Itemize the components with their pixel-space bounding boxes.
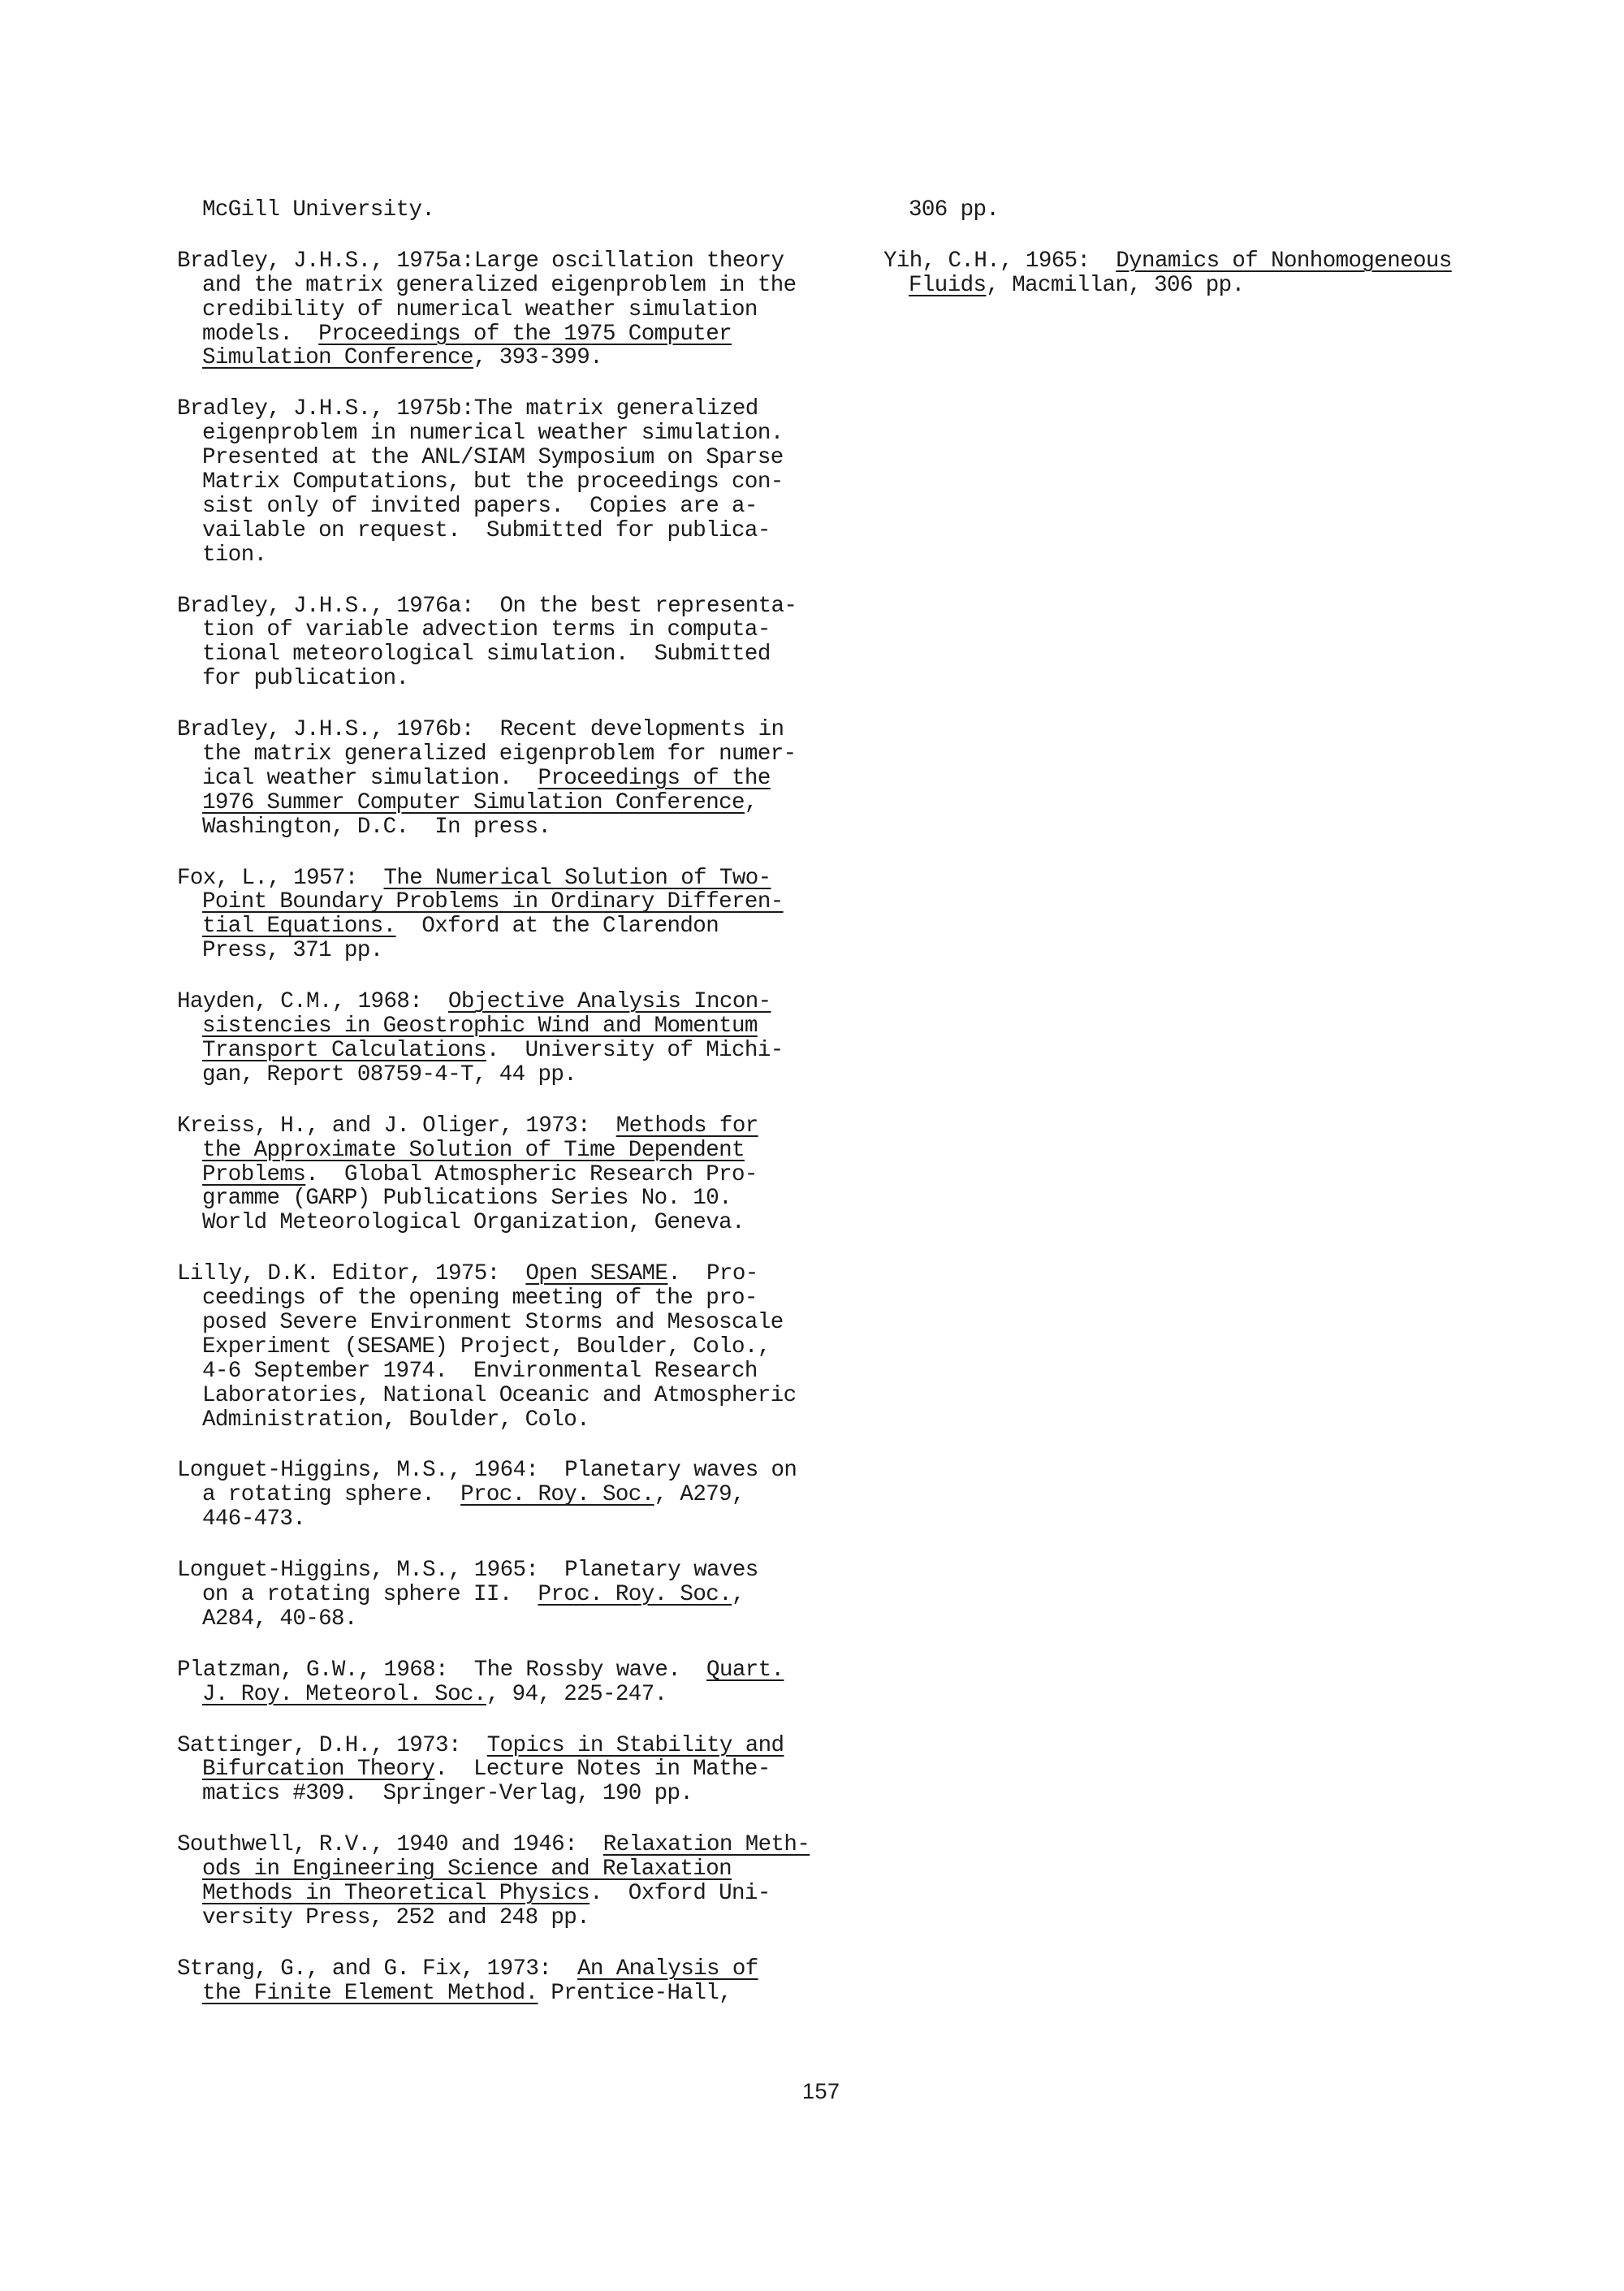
reference-line [177, 815, 818, 840]
reference-line [883, 198, 1549, 223]
reference-line [177, 421, 818, 446]
reference-text: 4-6 September 1974. Environmental Research [202, 1358, 758, 1384]
reference-line [177, 1163, 818, 1187]
reference-text: Washington, D.C. In press. [202, 814, 551, 840]
reference-entry [883, 249, 1549, 298]
reference-line [177, 1857, 818, 1882]
reference-line [177, 1014, 818, 1039]
reference-text: Bradley, J.H.S., 1975b:The matrix generalized [177, 396, 758, 422]
reference-text: 306 pp. [909, 197, 1000, 223]
underlined-title: Open SESAME [525, 1261, 668, 1287]
reference-line [177, 1882, 818, 1906]
reference-text: Hayden, C.M., 1968: [177, 989, 448, 1015]
reference-text: and the matrix generalized eigenproblem in the [202, 272, 797, 298]
underlined-title: An Analysis of [577, 1956, 758, 1982]
reference-text: vailable on request. Submitted for publica- [202, 517, 771, 543]
reference-line [177, 867, 818, 891]
reference-line [177, 1683, 818, 1707]
reference-entry [177, 1833, 818, 1930]
reference-entry [883, 198, 1549, 223]
reference-text: matics #309. Springer-Verlag, 190 pp. [202, 1781, 693, 1807]
reference-entry [177, 594, 818, 692]
reference-text: eigenproblem in numerical weather simulation. [202, 421, 784, 447]
reference-line [177, 1483, 818, 1507]
underlined-title: Simulation Conference [202, 345, 473, 371]
reference-text: gan, Report 08759-4-T, 44 pp. [202, 1061, 577, 1087]
reference-text: Prentice-Hall, [538, 1980, 732, 2006]
reference-line [177, 718, 818, 742]
reference-text: Southwell, R.V., 1940 and 1946: [177, 1832, 603, 1858]
reference-entry [177, 1114, 818, 1235]
reference-entry [177, 1734, 818, 1807]
reference-line [177, 1384, 818, 1408]
reference-line [177, 1982, 818, 2006]
reference-line [177, 594, 818, 619]
reference-line [177, 1658, 818, 1683]
underlined-title: The Numerical Solution of Two- [383, 865, 771, 891]
reference-line [177, 939, 818, 963]
reference-entry [177, 249, 818, 370]
reference-text: Strang, G., and G. Fix, 1973: [177, 1956, 577, 1982]
reference-line [177, 1311, 818, 1335]
reference-line [177, 1757, 818, 1782]
reference-entry [177, 1459, 818, 1532]
underlined-title: J. Roy. Meteorol. Soc. [202, 1681, 486, 1707]
reference-text: Bradley, J.H.S., 1976a: On the best representa- [177, 593, 797, 619]
reference-line [177, 446, 818, 470]
reference-line [177, 274, 818, 298]
reference-line [177, 890, 818, 914]
reference-text: Presented at the ANL/SIAM Symposium on Sparse [202, 445, 784, 471]
reference-line [883, 274, 1549, 298]
reference-text: tional meteorological simulation. Submitted [202, 642, 771, 668]
reference-line [177, 618, 818, 642]
reference-entry [177, 1957, 818, 2006]
reference-text: Kreiss, H., and J. Oliger, 1973: [177, 1113, 616, 1139]
reference-entry [177, 1262, 818, 1432]
reference-line [177, 1782, 818, 1806]
reference-text: Laboratories, National Oceanic and Atmospheric [202, 1382, 797, 1408]
reference-text: . Pro- [667, 1261, 758, 1287]
underlined-title: Proc. Roy. Soc. [460, 1482, 654, 1508]
reference-text: , [744, 789, 758, 815]
reference-line [177, 1906, 818, 1930]
underlined-title: Proceedings of the 1975 Computer [318, 321, 732, 347]
reference-text: Experiment (SESAME) Project, Boulder, Colo., [202, 1334, 771, 1359]
underlined-title: Dynamics of Nonhomogeneous [1116, 248, 1452, 274]
reference-text: 446-473. [202, 1506, 306, 1532]
reference-text: Bradley, J.H.S., 1975a:Large oscillation theory [177, 248, 784, 274]
reference-text: gramme (GARP) Publications Series No. 10. [202, 1186, 732, 1212]
reference-text: for publication. [202, 666, 409, 692]
reference-line [177, 1039, 818, 1063]
reference-text: Fox, L., 1957: [177, 865, 384, 891]
reference-line [177, 298, 818, 322]
reference-text: Matrix Computations, but the proceedings con- [202, 469, 784, 495]
reference-text: sist only of invited papers. Copies are a- [202, 493, 758, 519]
reference-entry [177, 1558, 818, 1632]
underlined-title: Bifurcation Theory [202, 1757, 435, 1783]
reference-entry [177, 718, 818, 839]
reference-text: credibility of numerical weather simulation [202, 296, 758, 322]
reference-text: . Lecture Notes in Mathe- [434, 1757, 771, 1783]
reference-line [177, 791, 818, 815]
reference-line [177, 1335, 818, 1359]
reference-text: Press, 371 pp. [202, 938, 383, 964]
reference-line [177, 990, 818, 1014]
underlined-title: Fluids [909, 272, 987, 298]
reference-text: Longuet-Higgins, M.S., 1965: Planetary waves [177, 1558, 758, 1584]
reference-line [177, 914, 818, 939]
reference-entry [177, 397, 818, 567]
reference-text: , [732, 1581, 745, 1607]
reference-text: the matrix generalized eigenproblem for numer- [202, 741, 797, 767]
page-number: 157 [802, 2079, 840, 2103]
reference-text: . Global Atmospheric Research Pro- [305, 1161, 758, 1187]
reference-text: ical weather simulation. [202, 765, 538, 791]
reference-line [177, 667, 818, 691]
reference-text: , 393-399. [473, 345, 603, 371]
reference-text: Oxford at the Clarendon [395, 914, 719, 940]
reference-line [177, 1114, 818, 1139]
reference-line [177, 1833, 818, 1857]
reference-text: posed Severe Environment Storms and Mesoscale [202, 1309, 784, 1335]
reference-text: models. [202, 321, 319, 347]
reference-line [177, 1583, 818, 1607]
reference-line [177, 1607, 818, 1632]
reference-line [177, 1408, 818, 1433]
underlined-title: Proc. Roy. Soc. [538, 1581, 732, 1607]
reference-line [177, 1957, 818, 1982]
reference-line [177, 519, 818, 543]
reference-line [177, 1359, 818, 1384]
reference-text: on a rotating sphere II. [202, 1581, 538, 1607]
reference-text: ceedings of the opening meeting of the pro- [202, 1286, 758, 1312]
reference-text: Longuet-Higgins, M.S., 1964: Planetary waves on [177, 1458, 797, 1484]
reference-text: Lilly, D.K. Editor, 1975: [177, 1261, 526, 1287]
reference-line [177, 1286, 818, 1311]
reference-line [177, 1139, 818, 1163]
right-column [883, 198, 1549, 325]
underlined-title: tial Equations. [202, 914, 396, 940]
reference-entry [177, 1658, 818, 1707]
underlined-title: Quart. [706, 1657, 784, 1683]
reference-entry [177, 990, 818, 1087]
reference-text: tion of variable advection terms in computa- [202, 617, 771, 643]
reference-text: , A279, [654, 1482, 745, 1508]
reference-line [177, 1558, 818, 1583]
reference-line [177, 1063, 818, 1087]
reference-text: World Meteorological Organization, Geneva. [202, 1210, 745, 1236]
reference-text: , 94, 225-247. [486, 1681, 667, 1707]
underlined-title: the Finite Element Method. [202, 1980, 538, 2006]
reference-line [177, 1459, 818, 1483]
reference-line [177, 1211, 818, 1235]
underlined-title: 1976 Summer Computer Simulation Conference [202, 789, 745, 815]
reference-text: Yih, C.H., 1965: [883, 248, 1116, 274]
reference-line [177, 742, 818, 767]
underlined-title: sistencies in Geostrophic Wind and Momentum [202, 1014, 758, 1040]
underlined-title: Methods for [615, 1113, 758, 1139]
reference-line [883, 249, 1549, 274]
reference-line [177, 1187, 818, 1211]
reference-line [177, 1507, 818, 1532]
reference-text: Platzman, G.W., 1968: The Rossby wave. [177, 1657, 707, 1683]
reference-line [177, 198, 818, 223]
underlined-title: Point Boundary Problems in Ordinary Differen- [202, 889, 784, 915]
underlined-title: Problems [202, 1161, 306, 1187]
reference-line [177, 495, 818, 519]
reference-line [177, 470, 818, 495]
reference-line [177, 642, 818, 667]
reference-text: a rotating sphere. [202, 1482, 461, 1508]
reference-text: A284, 40-68. [202, 1606, 357, 1632]
reference-text: . Oxford Uni- [590, 1880, 771, 1906]
underlined-title: Proceedings of the [538, 765, 771, 791]
reference-line [177, 249, 818, 274]
reference-line [177, 543, 818, 568]
reference-entry [177, 867, 818, 964]
reference-text: McGill University. [202, 197, 435, 223]
underlined-title: Topics in Stability and [486, 1732, 784, 1758]
underlined-title: Objective Analysis Incon- [447, 989, 771, 1015]
reference-text: Sattinger, D.H., 1973: [177, 1732, 487, 1758]
reference-line [177, 1262, 818, 1286]
reference-text: versity Press, 252 and 248 pp. [202, 1904, 590, 1930]
underlined-title: Relaxation Meth- [603, 1832, 810, 1858]
reference-entry [177, 198, 818, 223]
underlined-title: ods in Engineering Science and Relaxation [202, 1857, 732, 1883]
reference-text: Bradley, J.H.S., 1976b: Recent developments in [177, 717, 784, 743]
reference-text: , Macmillan, 306 pp. [986, 272, 1245, 298]
reference-text: tion. [202, 542, 267, 568]
reference-line [177, 322, 818, 347]
underlined-title: Methods in Theoretical Physics [202, 1880, 590, 1906]
reference-text: . University of Michi- [486, 1037, 784, 1063]
reference-line [177, 346, 818, 370]
reference-line [177, 1734, 818, 1758]
underlined-title: the Approximate Solution of Time Dependent [202, 1137, 745, 1163]
left-column [177, 198, 818, 2033]
reference-line [177, 397, 818, 421]
reference-text: Administration, Boulder, Colo. [202, 1407, 590, 1433]
reference-line [177, 767, 818, 791]
underlined-title: Transport Calculations [202, 1037, 486, 1063]
